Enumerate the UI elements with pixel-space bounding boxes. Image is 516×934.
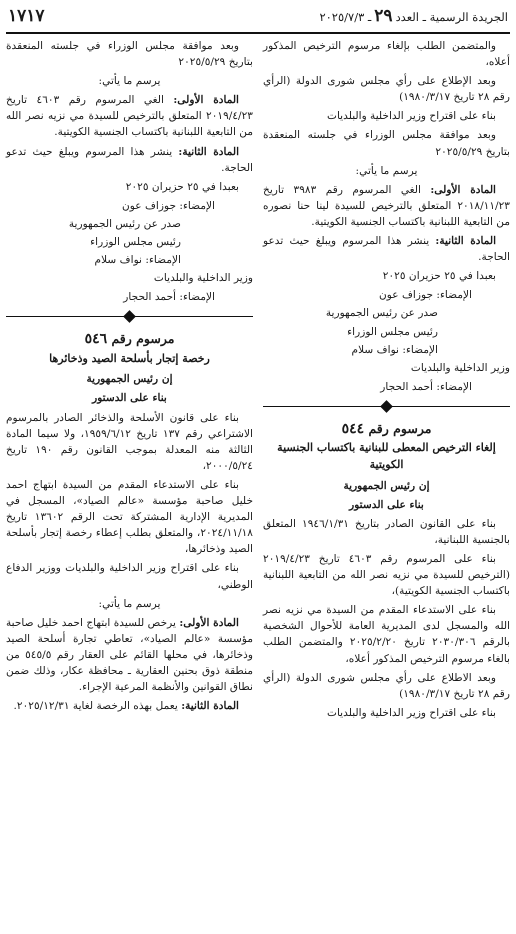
paragraph: بناء على اقتراح وزير الداخلية والبلديات xyxy=(326,706,496,719)
president-line: إن رئيس الجمهورية xyxy=(343,479,430,492)
minister-title: وزير الداخلية والبلديات xyxy=(153,272,253,285)
article-1 xyxy=(263,182,510,230)
section-divider xyxy=(263,401,510,413)
decree-number: ٥٤٦ xyxy=(84,331,108,348)
article-label: المادة الأولى: xyxy=(430,183,496,196)
president-line: إن رئيس الجمهورية xyxy=(86,373,173,386)
issued-by: صدر عن رئيس الجمهورية xyxy=(68,217,181,230)
article-text: الغي المرسوم رقم ٣٩٨٣ تاريخ ٢٠١٨/١١/٢٣ المتعلق بالترخيص للسيدة لينا حنا نصوره من التابعية اللبنانية باكتساب الجنسية الكويتية. xyxy=(263,183,510,228)
paragraph: وبعد الاطلاع على رأي مجلس شورى الدولة (الرأي رقم ٢٨ تاريخ ١٩٨٠/٣/١٧) xyxy=(263,671,510,700)
decree-title xyxy=(6,329,253,350)
pm-title: رئيس مجلس الوزراء xyxy=(347,325,438,338)
decree-title xyxy=(263,419,510,440)
paragraph: بناء على اقتراح وزير الداخلية والبلديات xyxy=(326,110,496,123)
article-label: المادة الثانية: xyxy=(181,700,239,713)
decree-subtitle: رخصة إتجار بأسلحة الصيد وذخائرها xyxy=(49,351,210,365)
signature-pm: الإمضاء: نواف سلام xyxy=(351,343,438,356)
issue-date: ـ ٢٠٢٥/٧/٣ xyxy=(319,10,372,25)
article-text: ينشر هذا المرسوم ويبلغ حيث تدعو الحاجة. xyxy=(263,235,510,264)
article-1 xyxy=(6,92,253,140)
paragraph: بناء على المرسوم رقم ٤٦٠٣ تاريخ ٢٠١٩/٤/٢٣ (الترخيص للسيدة مي نزيه نصر الله من التابعية اللبنانية باكتساب الجنسية الكويتية)، xyxy=(263,552,510,598)
constitution-line: بناء على الدستور xyxy=(349,498,424,511)
left-column xyxy=(6,38,253,724)
decree-intro: يرسم ما يأتي: xyxy=(355,164,418,177)
decree-title-prefix: مرسوم رقم xyxy=(111,331,175,347)
article-label: المادة الأولى: xyxy=(173,94,239,107)
gazette-title xyxy=(319,4,508,30)
decree-title-prefix: مرسوم رقم xyxy=(368,420,432,436)
article-text: يرخص للسيدة ابتهاج احمد خليل صاحبة مؤسسة «عالم الصياد»، تعاطي تجارة أسلحة الصيد وذخائرها، في محلها القائم على العقار رقم ٥٤٥/٥ من منطقة ذوق بحنين العقارية ـ محافظة عكار، وذلك ضمن نطاق القوانين والأنظمة المرعية الإجراء. xyxy=(6,616,253,694)
article-2 xyxy=(6,698,253,714)
paragraph: وبعد موافقة مجلس الوزراء في جلسته المنعقدة بتاريخ ٢٠٢٥/٥/٢٩ xyxy=(6,40,253,69)
right-column xyxy=(263,38,510,724)
columns xyxy=(6,38,510,724)
paragraph: بناء على القانون الصادر بتاريخ ١٩٤٦/١/٣١ المتعلق بالجنسية اللبنانية، xyxy=(263,517,510,546)
minister-title: وزير الداخلية والبلديات xyxy=(410,361,510,374)
signature-minister: الإمضاء: أحمد الحجار xyxy=(123,291,215,304)
paragraph: وبعد موافقة مجلس الوزراء في جلسته المنعقدة بتاريخ ٢٠٢٥/٥/٢٩ xyxy=(263,129,510,158)
article-2 xyxy=(263,233,510,265)
issued-by: صدر عن رئيس الجمهورية xyxy=(325,307,438,320)
paragraph: بناء على قانون الأسلحة والذخائر الصادر بالمرسوم الاشتراعي رقم ١٣٧ تاريخ ١٩٥٩/٦/١٢، ولا سيما المادة الثالثة منه المعدلة بموجب القانون رقم ١٩٠ تاريخ ٢٠٠٠/٥/٢٤، xyxy=(6,411,253,472)
signature-president: الإمضاء: جوزاف عون xyxy=(379,289,472,302)
page-number: ١٧١٧ xyxy=(8,6,45,27)
article-text: الغي المرسوم رقم ٤٦٠٣ تاريخ ٢٠١٩/٤/٢٣ المتعلق بالترخيص للسيدة مي نزيه نصر الله من التابعية اللبنانية باكتساب الجنسية الكويتية. xyxy=(6,94,253,139)
article-1 xyxy=(6,615,253,695)
decree-number: ٥٤٤ xyxy=(341,420,365,437)
issue-number: ٢٩ xyxy=(374,6,393,27)
paragraph: بناء على اقتراح وزير الداخلية والبلديات ووزير الدفاع الوطني، xyxy=(6,562,253,591)
decree-intro: يرسم ما يأتي: xyxy=(98,75,161,88)
decree-intro: يرسم ما يأتي: xyxy=(98,597,161,610)
signature-minister: الإمضاء: أحمد الحجار xyxy=(380,380,472,393)
article-text: ينشر هذا المرسوم ويبلغ حيث تدعو الحاجة. xyxy=(6,145,253,174)
pm-title: رئيس مجلس الوزراء xyxy=(90,236,181,249)
signature-pm: الإمضاء: نواف سلام xyxy=(94,254,181,267)
article-label: المادة الثانية: xyxy=(435,235,497,248)
page-header xyxy=(6,8,510,34)
signature-president: الإمضاء: جوزاف عون xyxy=(122,199,215,212)
paragraph: بناء على الاستدعاء المقدم من السيدة مي نزيه نصر الله والمسجل لدى المديرية العامة للأحوال الشخصية بالرقم ٢٠٣٠/٣٠٦ تاريخ ٢٠٢٥/٢/٢٠ والمتضمن الطلب بالغاء مرسوم الترخيص المذكور أعلاه، xyxy=(263,604,510,665)
gazette-name: الجريدة الرسمية ـ العدد xyxy=(395,10,508,25)
decree-subtitle: إلغاء الترخيص المعطى للبنانية باكتساب الجنسية الكويتية xyxy=(277,441,496,471)
article-label: المادة الثانية: xyxy=(178,145,240,158)
article-2 xyxy=(6,144,253,176)
article-label: المادة الأولى: xyxy=(179,616,239,629)
constitution-line: بناء على الدستور xyxy=(92,392,167,405)
paragraph: والمتضمن الطلب بإلغاء مرسوم الترخيص المذكور أعلاه، xyxy=(263,40,510,69)
date-line: بعبدا في ٢٥ حزيران ٢٠٢٥ xyxy=(125,180,239,193)
section-divider xyxy=(6,311,253,323)
date-line: بعبدا في ٢٥ حزيران ٢٠٢٥ xyxy=(382,270,496,283)
paragraph: وبعد الإطلاع على رأي مجلس شورى الدولة (الرأي رقم ٢٨ تاريخ ١٩٨٠/٣/١٧) xyxy=(263,75,510,104)
article-text: يعمل بهذه الرخصة لغاية ٢٠٢٥/١٢/٣١. xyxy=(13,700,178,713)
paragraph: بناء على الاستدعاء المقدم من السيدة ابتهاج احمد خليل صاحبة مؤسسة «عالم الصياد»، المسجل في المديرية الإدارية المشتركة تحت الرقم ١٣٦٠٢ تاريخ ٢٠٢٤/١١/١٨، والمتعلق بطلب إعطاء رخصة إتجار بأسلحة الصيد وذخائرها، xyxy=(6,478,253,556)
